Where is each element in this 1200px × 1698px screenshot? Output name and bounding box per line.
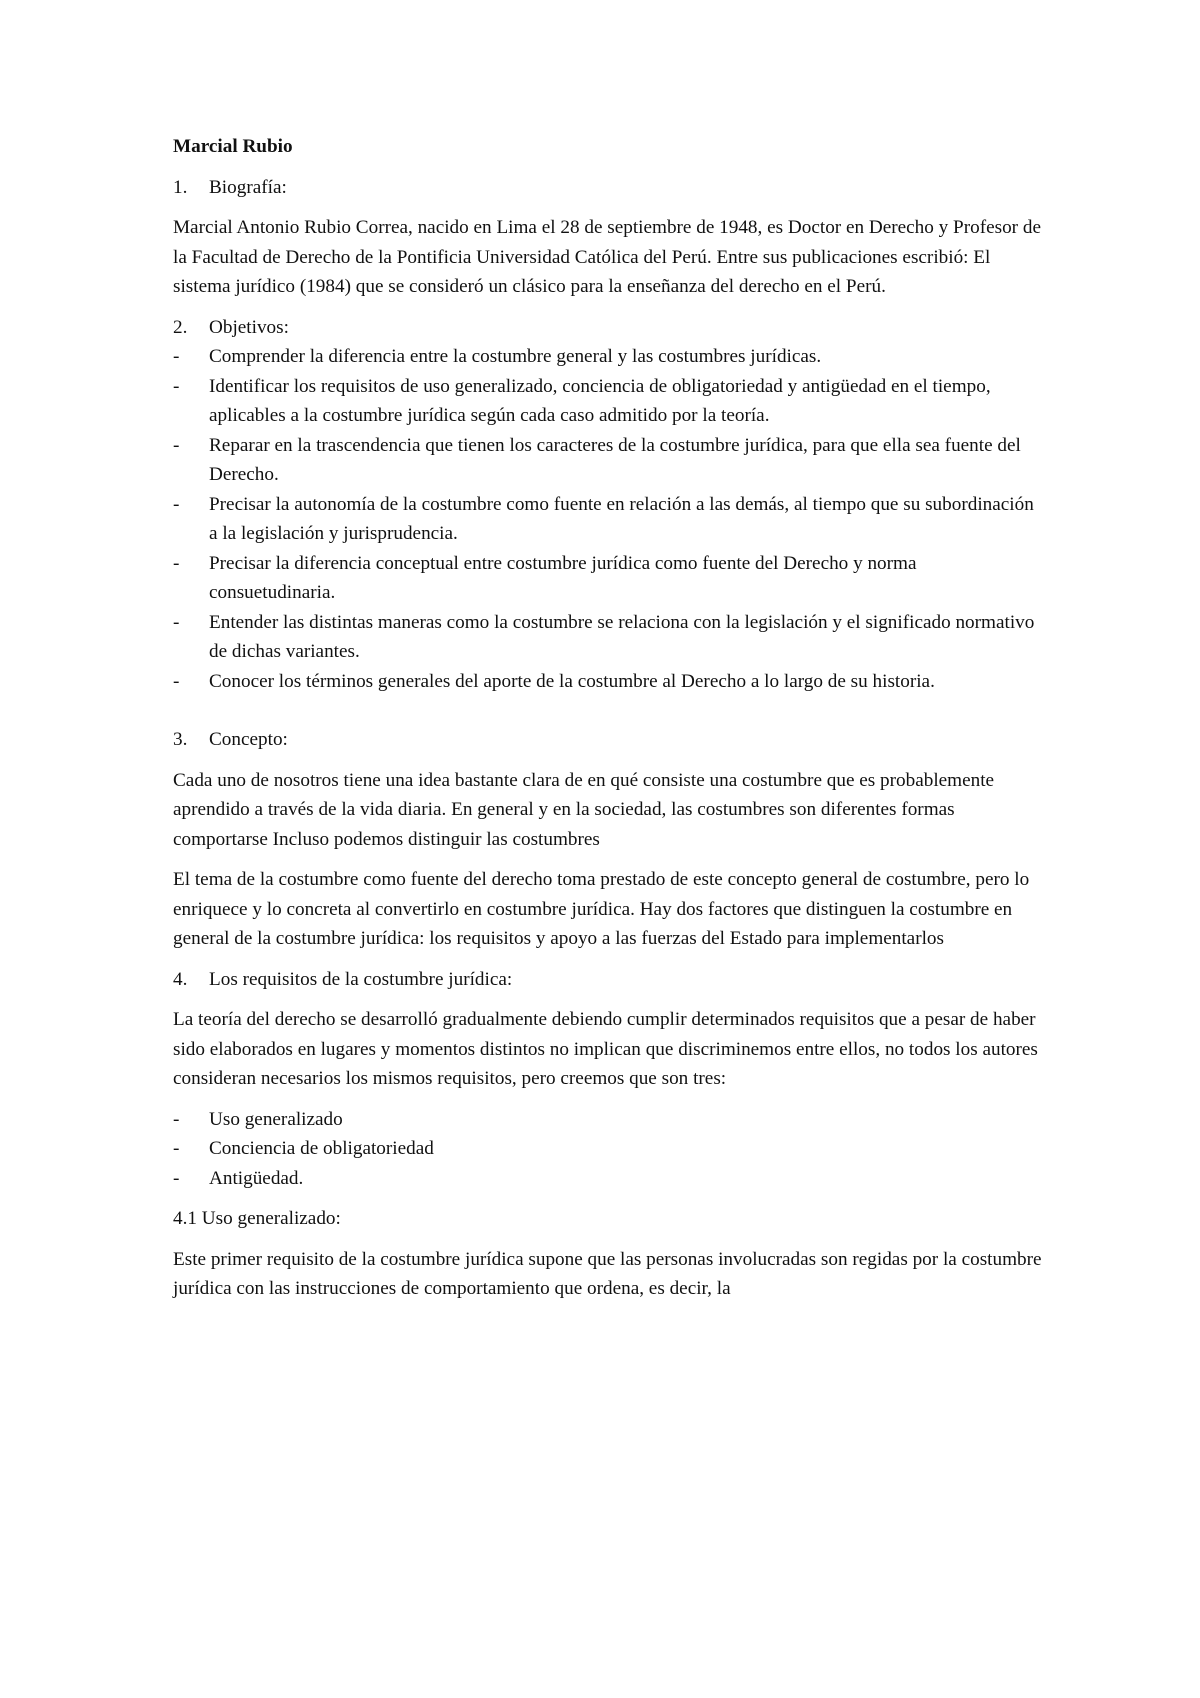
list-item <box>173 490 1043 549</box>
document-page <box>173 132 1043 1315</box>
section-title: Objetivos: <box>209 316 289 338</box>
dash-bullet: - <box>173 670 180 692</box>
section-heading-biografia <box>173 173 1043 203</box>
list-item-text: Entender las distintas maneras como la costumbre se relaciona con la legislación y el significado normativo de dichas variantes. <box>209 611 1035 662</box>
list-item <box>173 549 1043 608</box>
section-heading-concepto <box>173 725 1043 755</box>
document-title: Marcial Rubio <box>173 136 293 157</box>
concepto-paragraph-1: Cada uno de nosotros tiene una idea bastante clara de en qué consiste una costumbre que es probablemente aprendido a través de la vida diaria. En general y en la sociedad, las costumbres son diferentes formas comportarse Incluso podemos distinguir las costumbres <box>173 769 995 850</box>
list-item-text: Precisar la autonomía de la costumbre como fuente en relación a las demás, al tiempo que su subordinación a la legislación y jurisprudencia. <box>209 493 1034 544</box>
list-item <box>173 342 1043 372</box>
list-item <box>173 1164 1043 1194</box>
list-item-text: Antigüedad. <box>209 1167 304 1189</box>
dash-bullet: - <box>173 611 180 633</box>
dash-bullet: - <box>173 552 180 574</box>
requisitos-paragraph: La teoría del derecho se desarrolló gradualmente debiendo cumplir determinados requisitos que a pesar de haber sido elaborados en lugares y momentos distintos no implican que discriminemos entre ellos, no todos los autores consideran necesarios los mismos requisitos, pero creemos que son tres: <box>173 1009 1038 1089</box>
uso-generalizado-paragraph: Este primer requisito de la costumbre jurídica supone que las personas involucradas son regidas por la costumbre jurídica con las instrucciones de comportamiento que ordena, es decir, la <box>173 1248 1042 1299</box>
section-heading-uso-generalizado: 4.1 Uso generalizado: <box>173 1208 341 1229</box>
section-number: 4. <box>173 968 188 990</box>
dash-bullet: - <box>173 493 180 515</box>
objetivos-list <box>173 342 1043 696</box>
list-item <box>173 372 1043 431</box>
dash-bullet: - <box>173 1167 180 1189</box>
biografia-paragraph: Marcial Antonio Rubio Correa, nacido en Lima el 28 de septiembre de 1948, es Doctor en Derecho y Profesor de la Facultad de Derecho de la Pontificia Universidad Católica del Perú. Entre sus publicaciones escribió: El sistema jurídico (1984) que se consideró un clásico para la enseñanza del derecho en el Perú. <box>173 217 1041 297</box>
requisitos-list <box>173 1105 1043 1194</box>
dash-bullet: - <box>173 346 180 367</box>
dash-bullet: - <box>173 375 180 397</box>
spacer <box>173 707 1043 725</box>
list-item <box>173 1134 1043 1164</box>
section-number: 3. <box>173 729 188 750</box>
list-item <box>173 1105 1043 1135</box>
section-title: Los requisitos de la costumbre jurídica: <box>209 968 513 990</box>
concepto-paragraph-2: El tema de la costumbre como fuente del derecho toma prestado de este concepto general de costumbre, pero lo enriquece y lo concreta al convertirlo en costumbre jurídica. Hay dos factores que distinguen la costumbre en general de la costumbre jurídica: los requisitos y apoyo a las fuerzas del Estado para implementarlos <box>173 869 1030 949</box>
list-item-text: Comprender la diferencia entre la costumbre general y las costumbres jurídicas. <box>209 346 822 367</box>
section-number: 1. <box>173 176 188 198</box>
section-title: Concepto: <box>209 729 288 750</box>
list-item-text: Conocer los términos generales del aporte de la costumbre al Derecho a lo largo de su historia. <box>209 670 935 692</box>
list-item <box>173 608 1043 667</box>
list-item-text: Uso generalizado <box>209 1108 343 1130</box>
list-item <box>173 431 1043 490</box>
dash-bullet: - <box>173 1108 180 1130</box>
list-item-text: Identificar los requisitos de uso generalizado, conciencia de obligatoriedad y antigüedad en el tiempo, aplicables a la costumbre jurídica según cada caso admitido por la teoría. <box>209 375 991 426</box>
list-item-text: Conciencia de obligatoriedad <box>209 1138 434 1159</box>
list-item-text: Precisar la diferencia conceptual entre costumbre jurídica como fuente del Derecho y norma consuetudinaria. <box>209 552 917 603</box>
list-item-text: Reparar en la trascendencia que tienen los caracteres de la costumbre jurídica, para que ella sea fuente del Derecho. <box>209 434 1021 485</box>
section-number: 2. <box>173 316 188 338</box>
list-item <box>173 667 1043 697</box>
section-heading-requisitos <box>173 965 1043 995</box>
section-title: Biografía: <box>209 176 287 198</box>
dash-bullet: - <box>173 434 180 456</box>
section-heading-objetivos <box>173 313 1043 343</box>
dash-bullet: - <box>173 1138 180 1159</box>
